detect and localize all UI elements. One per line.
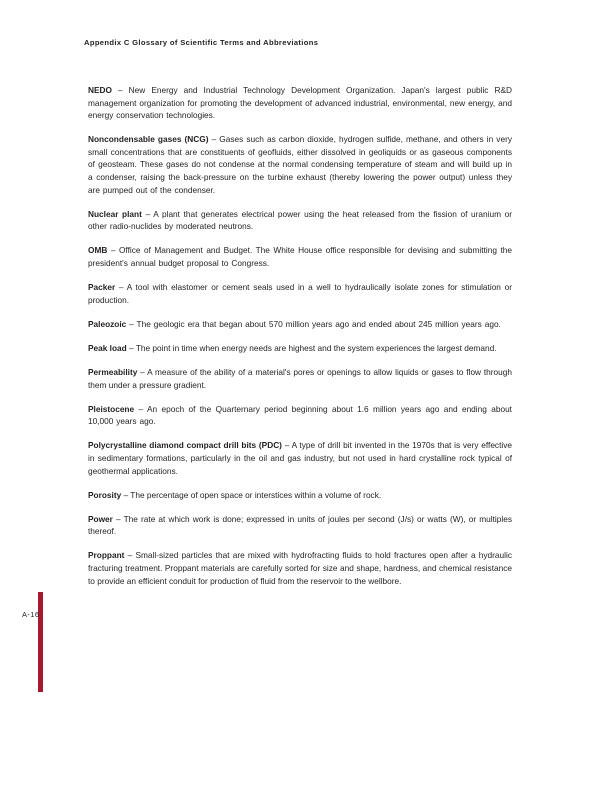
glossary-definition: – An epoch of the Quarternary period beginning about 1.6 million years ago and ending about 10,000 years ago. [88,403,512,427]
glossary-definition: – A type of drill bit invented in the 1970s that is very effective in sedimentary formations, particularly in the oil and gas industry, but not used in hard crystalline rock typical of geothermal applications. [88,440,512,476]
glossary-definition: – The percentage of open space or interstices within a volume of rock. [121,489,382,500]
glossary-term: Paleozoic [88,318,127,329]
glossary-term: Packer [88,282,116,293]
glossary-entry [88,513,512,538]
glossary-definition: – Small-sized particles that are mixed with hydrofracting fluids to hold fractures open after a hydraulic fracturing treatment. Proppant materials are carefully sorted for size and shape, hardness, and chemical resistance to provide an efficient conduit for production of fluid from the reservoir to the wellbore. [88,550,512,586]
glossary-definition: – A plant that generates electrical power using the heat released from the fission of uranium or other radio-nuclides by moderated neutrons. [88,208,512,232]
glossary-entry [88,366,512,391]
glossary-entry [88,403,512,428]
glossary-entries [88,84,512,599]
glossary-term: Pleistocene [88,403,135,414]
glossary-term: Polycrystalline diamond compact drill bits (PDC) [88,440,282,451]
glossary-definition: – Gases such as carbon dioxide, hydrogen sulfide, methane, and others in very small concentrations that are constituents of geofluids, either dissolved in geoliquids or as gaseous components of geosteam. These gases do not condense at the normal condensing temperature of steam and will build up in a condenser, raising the back-pressure on the turbine exhaust (thereby lowering the power output) unless they are pumped out of the condenser. [88,134,512,195]
glossary-term: OMB [88,245,108,256]
glossary-entry [88,489,512,502]
glossary-entry [88,84,512,122]
glossary-term: Power [88,513,113,524]
glossary-entry [88,281,512,306]
page-header: Appendix C Glossary of Scientific Terms and Abbreviations [84,38,319,47]
glossary-term: NEDO [88,85,112,95]
glossary-term: Permeability [88,367,138,377]
glossary-term: Porosity [88,489,122,500]
glossary-definition: – Office of Management and Budget. The White House office responsible for devising and submitting the president's annual budget proposal to Congress. [88,245,512,269]
glossary-entry [88,133,512,196]
glossary-definition: – New Energy and Industrial Technology Development Organization. Japan's largest public R&D management organization for promoting the development of advanced industrial, environmental, new energy, and energy conservation technologies. [88,85,512,121]
glossary-entry [88,318,512,331]
glossary-definition: – A measure of the ability of a material's pores or openings to allow liquids or gases to flow through them under a pressure gradient. [88,367,512,390]
glossary-definition: – The rate at which work is done; expressed in units of joules per second (J/s) or watts (W), or multiples thereof. [88,513,512,537]
glossary-entry [88,244,512,269]
glossary-term: Nuclear plant [88,208,142,219]
glossary-definition: – The geologic era that began about 570 million years ago and ended about 245 million years ago. [126,318,501,329]
glossary-definition: – A tool with elastomer or cement seals used in a well to hydraulically isolate zones for stimulation or production. [88,282,512,305]
glossary-term: Proppant [88,550,125,561]
glossary-term: Peak load [88,342,127,353]
page-number: A-16 [22,610,40,619]
glossary-entry [88,208,512,233]
glossary-entry [88,439,512,477]
glossary-term: Noncondensable gases (NCG) [88,134,209,145]
page-edge-marker [38,592,43,692]
glossary-entry [88,549,512,587]
glossary-definition: – The point in time when energy needs are highest and the system experiences the largest demand. [126,342,497,353]
glossary-entry [88,342,512,355]
